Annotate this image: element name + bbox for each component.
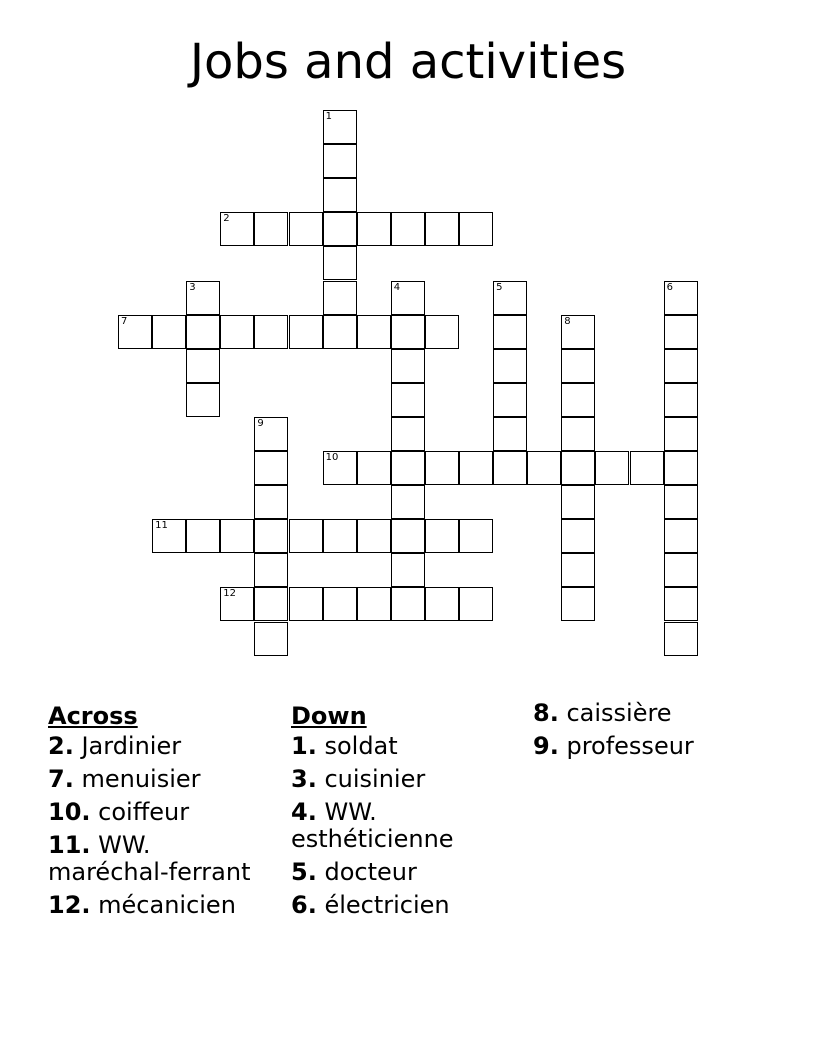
grid-cell[interactable] <box>254 315 288 349</box>
clue-text: Jardinier <box>73 732 182 760</box>
cell-number: 9 <box>257 417 264 429</box>
grid-cell[interactable] <box>391 281 425 315</box>
grid-cell[interactable] <box>186 383 220 417</box>
clue-number: 7. <box>48 765 74 793</box>
clue-number: 6. <box>291 891 317 919</box>
cell-number: 10 <box>325 452 339 463</box>
grid-cell[interactable] <box>391 587 425 621</box>
grid-cell[interactable] <box>664 587 698 621</box>
grid-cell[interactable] <box>323 178 357 212</box>
grid-cell[interactable] <box>391 349 425 383</box>
grid-cell[interactable] <box>664 281 698 315</box>
grid-cell[interactable] <box>561 519 595 553</box>
grid-cell[interactable] <box>561 417 595 451</box>
clue-text: caissière <box>558 699 672 727</box>
grid-cell[interactable] <box>357 519 391 553</box>
clue-text: docteur <box>316 858 417 886</box>
clue-number: 12. <box>48 891 91 919</box>
grid-cell[interactable] <box>357 212 391 246</box>
clue-text: WW. maréchal-ferrant <box>48 831 251 886</box>
across-clues <box>48 700 278 925</box>
grid-cell[interactable] <box>527 451 561 485</box>
grid-cell[interactable] <box>664 622 698 656</box>
clue-item <box>48 799 278 826</box>
grid-cell[interactable] <box>595 451 629 485</box>
grid-cell[interactable] <box>459 451 493 485</box>
clue-text: professeur <box>558 732 694 760</box>
across-heading: Across <box>48 702 138 730</box>
grid-cell[interactable] <box>391 212 425 246</box>
grid-cell[interactable] <box>630 451 664 485</box>
clue-item <box>48 892 278 919</box>
grid-cell[interactable] <box>289 315 323 349</box>
clue-text: électricien <box>316 891 450 919</box>
clue-number: 4. <box>291 798 317 826</box>
grid-cell[interactable] <box>254 519 288 553</box>
grid-cell[interactable] <box>391 417 425 451</box>
cell-number: 8 <box>564 315 571 327</box>
grid-cell[interactable] <box>391 315 425 349</box>
grid-cell[interactable] <box>254 417 288 451</box>
grid-cell[interactable] <box>220 519 254 553</box>
grid-cell[interactable] <box>664 451 698 485</box>
clue-number: 11. <box>48 831 91 859</box>
grid-cell[interactable] <box>459 212 493 246</box>
grid-cell[interactable] <box>561 349 595 383</box>
grid-cell[interactable] <box>220 587 254 621</box>
grid-cell[interactable] <box>561 553 595 587</box>
page-title: Jobs and activities <box>189 34 627 90</box>
clue-number: 9. <box>533 732 559 760</box>
grid-cell[interactable] <box>664 553 698 587</box>
cell-number: 5 <box>496 281 503 293</box>
grid-cell[interactable] <box>561 451 595 485</box>
grid-cell[interactable] <box>323 315 357 349</box>
grid-cell[interactable] <box>254 212 288 246</box>
grid-cell[interactable] <box>664 485 698 519</box>
grid-cell[interactable] <box>425 315 459 349</box>
grid-cell[interactable] <box>323 519 357 553</box>
grid-cell[interactable] <box>493 383 527 417</box>
grid-cell[interactable] <box>254 451 288 485</box>
down-clues-continued <box>533 700 753 766</box>
clue-number: 1. <box>291 732 317 760</box>
grid-cell[interactable] <box>323 281 357 315</box>
grid-cell[interactable] <box>664 519 698 553</box>
grid-cell[interactable] <box>118 315 152 349</box>
grid-cell[interactable] <box>664 417 698 451</box>
down-clues <box>291 700 511 925</box>
grid-cell[interactable] <box>391 383 425 417</box>
grid-cell[interactable] <box>152 519 186 553</box>
grid-cell[interactable] <box>664 315 698 349</box>
grid-cell[interactable] <box>561 587 595 621</box>
clue-item <box>291 859 511 886</box>
grid-cell[interactable] <box>186 349 220 383</box>
grid-cell[interactable] <box>561 383 595 417</box>
grid-cell[interactable] <box>664 349 698 383</box>
grid-cell[interactable] <box>323 144 357 178</box>
clue-item <box>48 832 278 886</box>
grid-cell[interactable] <box>357 315 391 349</box>
grid-cell[interactable] <box>664 383 698 417</box>
grid-cell[interactable] <box>254 553 288 587</box>
grid-cell[interactable] <box>289 212 323 246</box>
grid-cell[interactable] <box>391 519 425 553</box>
grid-cell[interactable] <box>323 587 357 621</box>
cell-number: 3 <box>189 281 196 293</box>
grid-cell[interactable] <box>391 451 425 485</box>
cell-number: 2 <box>223 213 230 225</box>
grid-cell[interactable] <box>357 451 391 485</box>
grid-cell[interactable] <box>289 587 323 621</box>
clue-item <box>533 733 753 760</box>
grid-cell[interactable] <box>459 587 493 621</box>
cell-number: 4 <box>393 281 401 293</box>
grid-cell[interactable] <box>561 315 595 349</box>
grid-cell[interactable] <box>323 110 357 144</box>
grid-cell[interactable] <box>323 451 357 485</box>
grid-cell[interactable] <box>425 451 459 485</box>
grid-cell[interactable] <box>289 519 323 553</box>
grid-cell[interactable] <box>323 212 357 246</box>
cell-number: 1 <box>325 111 332 122</box>
grid-cell[interactable] <box>493 315 527 349</box>
grid-cell[interactable] <box>357 587 391 621</box>
grid-cell[interactable] <box>425 587 459 621</box>
grid-cell[interactable] <box>254 485 288 519</box>
clue-item <box>291 766 511 793</box>
clue-text: cuisinier <box>316 765 426 793</box>
grid-cell[interactable] <box>254 587 288 621</box>
grid-cell[interactable] <box>186 315 220 349</box>
clue-number: 8. <box>533 699 559 727</box>
cell-number: 6 <box>666 281 673 293</box>
grid-cell[interactable] <box>323 246 357 280</box>
grid-cell[interactable] <box>493 349 527 383</box>
clue-item <box>533 700 753 727</box>
clue-item <box>291 799 511 853</box>
grid-cell[interactable] <box>391 553 425 587</box>
grid-cell[interactable] <box>493 281 527 315</box>
clue-item <box>48 766 278 793</box>
clue-text: WW. esthéticienne <box>291 798 454 853</box>
clue-text: coiffeur <box>90 798 190 826</box>
clue-number: 2. <box>48 732 74 760</box>
grid-cell[interactable] <box>186 281 220 315</box>
grid-cell[interactable] <box>152 315 186 349</box>
grid-cell[interactable] <box>561 485 595 519</box>
grid-cell[interactable] <box>459 519 493 553</box>
grid-cell[interactable] <box>391 485 425 519</box>
grid-cell[interactable] <box>425 519 459 553</box>
clue-text: mécanicien <box>90 891 236 919</box>
grid-cell[interactable] <box>254 622 288 656</box>
grid-cell[interactable] <box>220 315 254 349</box>
clue-item <box>291 892 511 919</box>
clue-item <box>291 733 511 760</box>
down-heading: Down <box>291 702 367 730</box>
clue-text: menuisier <box>73 765 201 793</box>
cell-number: 7 <box>121 315 128 327</box>
grid-cell[interactable] <box>220 212 254 246</box>
clue-item <box>48 733 278 760</box>
grid-cell[interactable] <box>493 417 527 451</box>
cell-number: 12 <box>223 588 237 600</box>
grid-cell[interactable] <box>425 212 459 246</box>
cell-number: 11 <box>155 520 168 532</box>
grid-cell[interactable] <box>493 451 527 485</box>
grid-cell[interactable] <box>186 519 220 553</box>
clue-text: soldat <box>316 732 398 760</box>
clue-number: 3. <box>291 765 317 793</box>
clue-number: 10. <box>48 798 91 826</box>
clue-number: 5. <box>291 858 317 886</box>
